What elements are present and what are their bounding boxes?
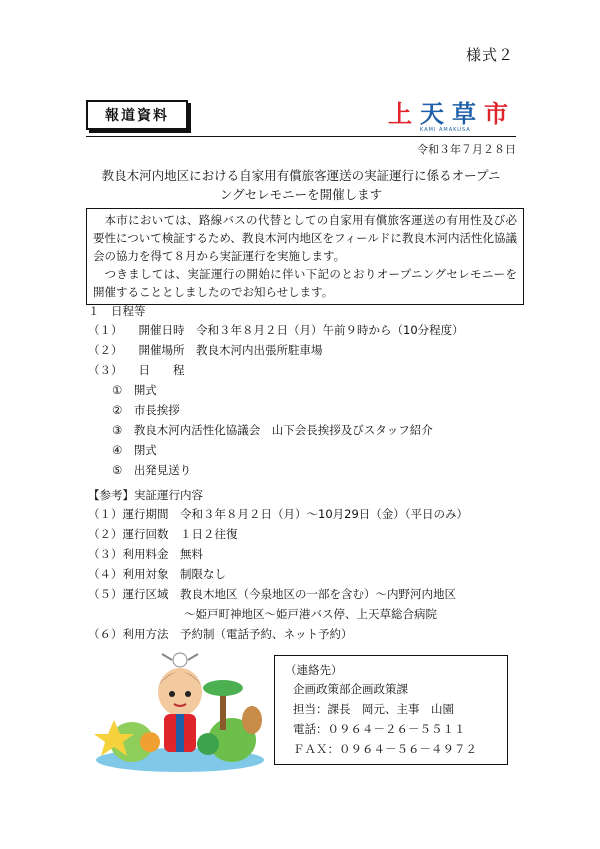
- svg-text:KAMI AMAKUSA: KAMI AMAKUSA: [420, 127, 471, 132]
- svg-text:市: 市: [484, 100, 508, 128]
- reference-item-continued: ～姫戸町神地区～姫戸港バス停、上天草総合病院: [184, 607, 437, 621]
- reference-heading: 【参考】実証運行内容: [88, 488, 203, 502]
- reference-item: （４）利用対象 制限なし: [88, 567, 226, 581]
- intro-paragraph-2: つきましては、実証運行の開始に伴い下記のとおりオープニングセレモニーを開催することとしましたのでお知らせします。: [93, 267, 517, 299]
- program-item: ② 市長挨拶: [112, 403, 180, 417]
- intro-box: [86, 208, 524, 305]
- document-title: [78, 166, 524, 204]
- schedule-item: （２） 開催場所 教良木河内出張所駐車場: [88, 343, 323, 357]
- reference-item: （５）運行区域 教良木地区（今泉地区の一部を含む）～内野河内地区: [88, 587, 456, 601]
- program-item: ③ 教良木河内活性化協議会 山下会長挨拶及びスタッフ紹介: [112, 423, 433, 437]
- kamiamakusa-city-logo: [386, 98, 518, 132]
- intro-paragraph-1: 本市においては、路線バスの代替としての自家用有償旅客運送の有用性及び必要性について検証するため、教良木河内地区をフィールドに教良木河内活性化協議会の協力を得て８月から実証運行を実施します。: [93, 213, 517, 263]
- svg-text:草: 草: [452, 100, 476, 128]
- reference-item: （２）運行回数 １日２往復: [88, 527, 238, 541]
- program-item: ① 開式: [112, 383, 157, 397]
- svg-text:天: 天: [420, 100, 444, 128]
- header-rule: [86, 136, 516, 137]
- title-line-1: 教良木河内地区における自家用有償旅客運送の実証運行に係るオープニ: [101, 168, 501, 183]
- mascot-illustration: [92, 650, 268, 772]
- schedule-item: （３） 日 程: [88, 363, 185, 377]
- contact-fax: ＦＡＸ：０９６４－５６－４９７２: [293, 742, 477, 756]
- program-item: ⑤ 出発見送り: [112, 463, 192, 477]
- schedule-item: （１） 開催日時 令和３年８月２日（月）午前９時から（10分程度）: [88, 323, 464, 337]
- form-number: 様式２: [465, 46, 514, 64]
- svg-text:上: 上: [388, 100, 412, 128]
- contact-box: [274, 655, 508, 765]
- reference-item: （３）利用料金 無料: [88, 547, 203, 561]
- program-item: ④ 閉式: [112, 443, 157, 457]
- contact-staff: 担当：課長 岡元、主事 山園: [293, 702, 454, 716]
- contact-department: 企画政策部企画政策課: [293, 682, 408, 696]
- press-release-label: 報道資料: [86, 100, 188, 130]
- title-line-2: ングセレモニーを開催します: [219, 187, 383, 202]
- release-date: 令和３年７月２８日: [417, 143, 516, 156]
- reference-item: （１）運行期間 令和３年８月２日（月）～10月29日（金）（平日のみ）: [88, 507, 469, 521]
- contact-phone: 電話：０９６４－２６－５５１１: [293, 722, 466, 736]
- schedule-heading: １ 日程等: [88, 304, 146, 318]
- reference-item: （６）利用方法 予約制（電話予約、ネット予約）: [88, 627, 353, 641]
- contact-heading: （連絡先）: [285, 663, 343, 677]
